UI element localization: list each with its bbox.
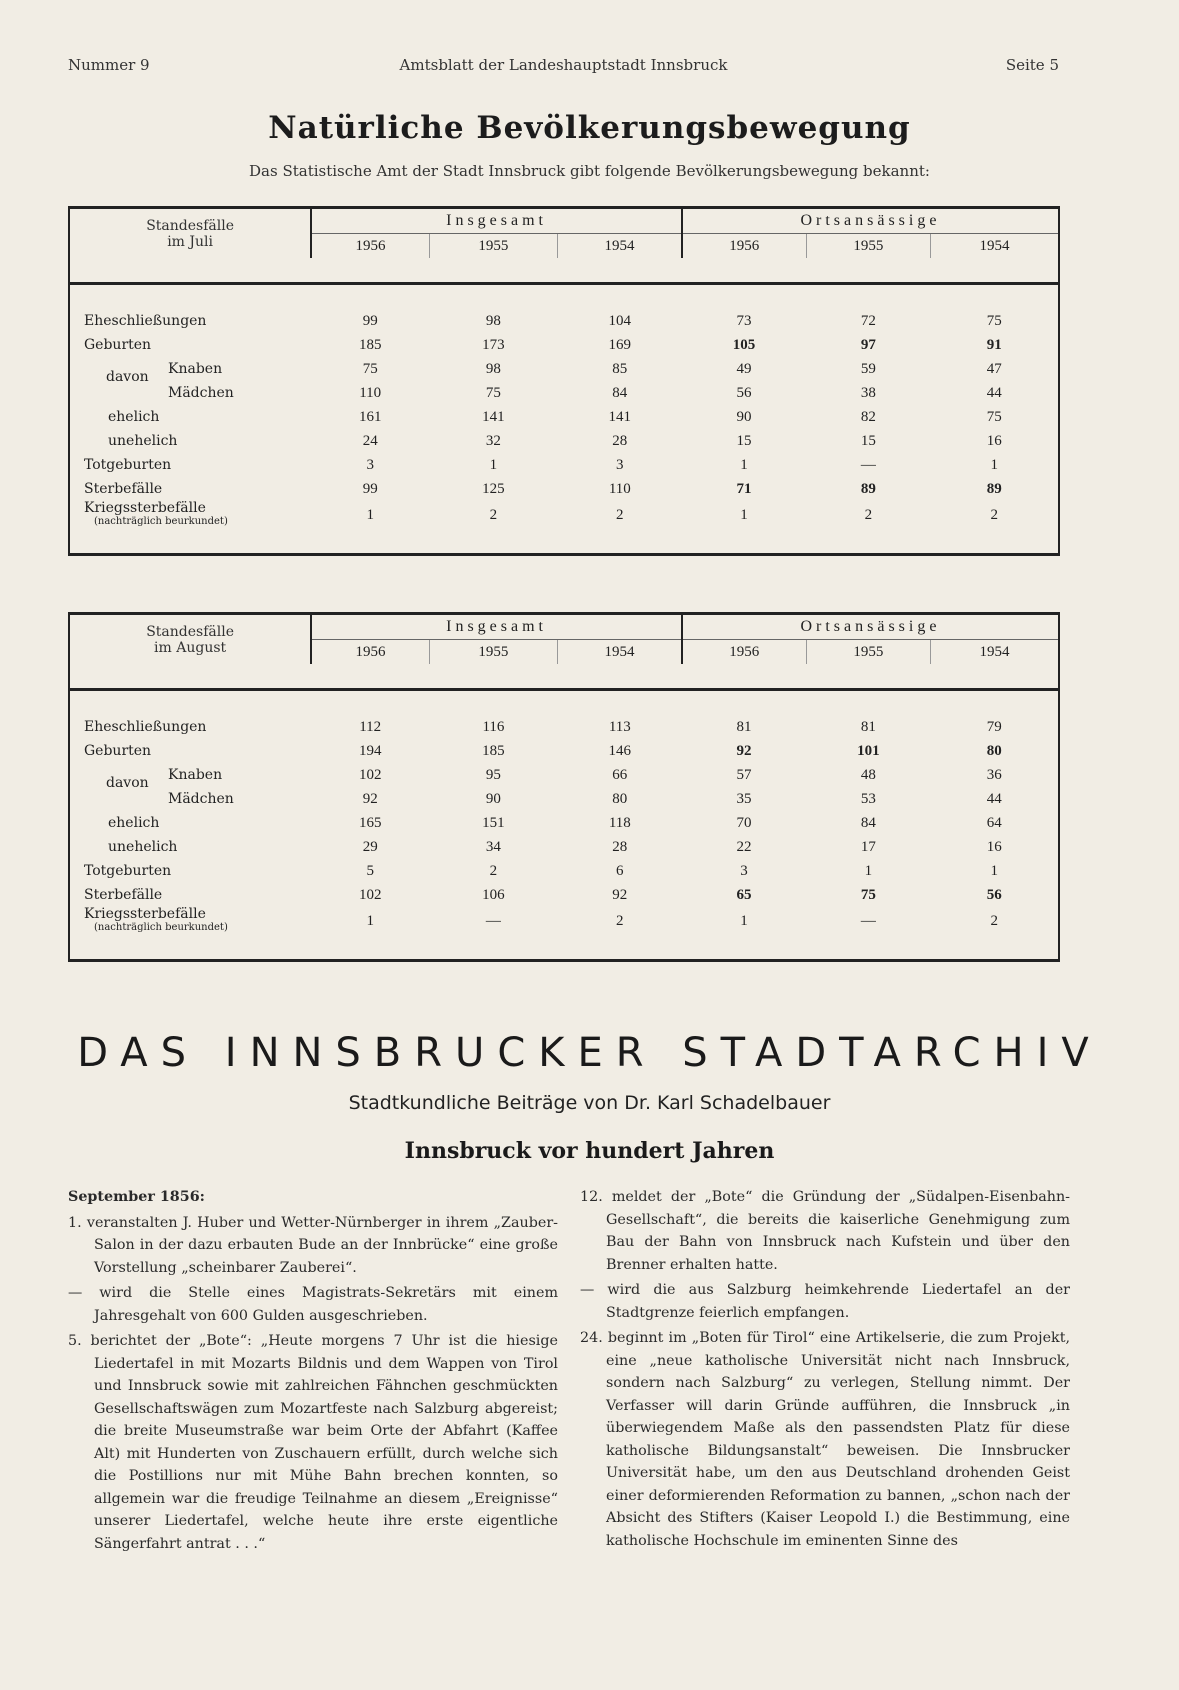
table-row [69, 883, 1059, 907]
year-header: 1955 [429, 640, 557, 665]
table-cell: 81 [860, 718, 876, 735]
row-label-header: Standesfälle im August [146, 623, 234, 656]
table-cell: 146 [608, 742, 632, 759]
table-cell: 65 [736, 886, 752, 903]
table-cell: 84 [860, 814, 876, 831]
month-heading: September 1856: [68, 1189, 205, 1205]
year-header: 1956 [311, 640, 429, 665]
table-cell: 22 [736, 838, 752, 855]
year-header: 1955 [429, 234, 557, 259]
table-row [69, 501, 1059, 529]
table-cell: 57 [736, 766, 752, 783]
table-cell: 98 [485, 312, 501, 329]
row-label: Mädchen [168, 791, 234, 807]
row-label: Sterbefälle [84, 481, 163, 497]
table-cell: 3 [616, 456, 624, 473]
year-header: 1956 [682, 234, 806, 259]
table-cell: 2 [616, 912, 624, 929]
archive-subtitle: Stadtkundliche Beiträge von Dr. Karl Schadelbauer [348, 1092, 831, 1114]
table-cell: 5 [366, 862, 374, 879]
table-cell: 15 [860, 432, 876, 449]
statistics-table-august [68, 612, 1060, 962]
table-cell: 1 [489, 456, 498, 473]
table-row [69, 763, 1059, 787]
group-header-total: Insgesamt [311, 208, 682, 234]
table-cell: 36 [986, 766, 1002, 783]
table-cell: 32 [485, 432, 501, 449]
statistics-table-july [68, 206, 1060, 556]
table-cell: 151 [482, 814, 505, 831]
table-cell: 2 [864, 506, 873, 523]
row-label: ehelich [108, 409, 160, 425]
row-label: Kriegssterbefälle (nachträglich beurkundet) [84, 500, 228, 527]
table-cell: 90 [485, 790, 501, 807]
table-row [69, 429, 1059, 453]
table-cell: 91 [986, 336, 1002, 353]
table-cell: 1 [990, 456, 998, 473]
table-cell: 99 [362, 480, 378, 497]
table-cell: 92 [362, 790, 378, 807]
table-row [69, 739, 1059, 763]
publication-name: Amtsblatt der Landeshauptstadt Innsbruck [399, 56, 728, 74]
table-cell: 110 [359, 384, 382, 401]
table-cell: 185 [358, 336, 382, 353]
table-cell: 70 [736, 814, 752, 831]
table-cell: 49 [736, 360, 752, 377]
table-cell: 169 [608, 336, 632, 353]
chronicle-entry: 12. meldet der „Bote“ die Gründung der „Südalpen-Eisenbahn-Gesellschaft“, die bereits die kaiserliche Genehmigung zum Bau der Bahn von Innsbruck nach Kufstein und über den Brenner erhalten hatte. [580, 1189, 1070, 1273]
year-header: 1954 [558, 640, 682, 665]
table-cell: 125 [482, 480, 505, 497]
table-row [69, 835, 1059, 859]
table-row [69, 715, 1059, 739]
table-cell: 34 [485, 838, 501, 855]
row-label-header: Standesfälle im Juli [146, 217, 234, 250]
table-cell: 1 [990, 862, 998, 879]
row-label: unehelich [108, 433, 178, 449]
table-cell: 141 [482, 408, 505, 425]
table-cell: 95 [485, 766, 501, 783]
table-cell: — [860, 456, 876, 473]
chronicle-entry: 24. beginnt im „Boten für Tirol“ eine Artikelserie, die zum Projekt, eine „neue katholische Universität nicht nach Innsbruck, sondern nach Salzburg“ zu verlegen, Stellung nimmt. Der Verfasser will darin Gründe aufführen, die Innsbruck „in überwiegendem Maße als den passendsten Platz für diese katholische Bildungsanstalt“ beweisen. Die Innsbrucker Universität habe, um den aus Deutschland drohenden Geist einer deformierenden Reformation zu bannen, „schon nach der Absicht des Stifters (Kaiser Leopold I.) die Bestimmung, eine katholische Hochschule im eminenten Sinne des [580, 1330, 1070, 1549]
group-header-residents: Ortsansässige [682, 208, 1059, 234]
table-cell: 113 [608, 718, 631, 735]
row-label: Eheschließungen [84, 719, 207, 735]
table-row [69, 405, 1059, 429]
row-label: unehelich [108, 839, 178, 855]
table-cell: 59 [860, 360, 876, 377]
archive-banner: DAS INNSBRUCKER STADTARCHIV [77, 1030, 1102, 1076]
table-cell: 89 [986, 480, 1002, 497]
table-cell: 85 [612, 360, 628, 377]
table-cell: 2 [489, 862, 498, 879]
row-label: davon Knaben [106, 361, 223, 385]
table-cell: 118 [608, 814, 631, 831]
table-cell: 56 [986, 886, 1002, 903]
table-cell: 165 [358, 814, 382, 831]
table-cell: 75 [485, 384, 501, 401]
table-cell: 47 [986, 360, 1002, 377]
table-cell: 2 [489, 506, 498, 523]
table-cell: 80 [986, 742, 1002, 759]
year-header: 1954 [930, 234, 1059, 259]
row-label: davon Knaben [106, 767, 223, 791]
table-cell: 17 [860, 838, 876, 855]
table-cell: 2 [990, 912, 998, 929]
table-cell: 97 [860, 336, 876, 353]
table-cell: 102 [358, 886, 382, 903]
row-label: Totgeburten [84, 863, 172, 879]
table-cell: 2 [990, 506, 998, 523]
table-cell: 161 [358, 408, 382, 425]
group-header-total: Insgesamt [311, 614, 682, 640]
row-label: ehelich [108, 815, 160, 831]
table-cell: 16 [986, 838, 1002, 855]
table-cell: 79 [986, 718, 1002, 735]
table-cell: 73 [736, 312, 752, 329]
table-cell: 104 [608, 312, 632, 329]
table-cell: 92 [736, 742, 752, 759]
table-cell: 185 [482, 742, 505, 759]
table-cell: 105 [732, 336, 756, 353]
table-cell: 53 [860, 790, 876, 807]
table-cell: 194 [358, 742, 382, 759]
table-cell: 92 [612, 886, 628, 903]
left-column [68, 1186, 558, 1558]
table-cell: 2 [616, 506, 624, 523]
table-cell: — [860, 912, 876, 929]
table-cell: 1 [864, 862, 873, 879]
year-header: 1956 [682, 640, 806, 665]
table-cell: 80 [612, 790, 628, 807]
table-cell: 116 [482, 718, 505, 735]
page-header [68, 56, 1059, 76]
row-label: Sterbefälle [84, 887, 163, 903]
table-cell: 141 [608, 408, 632, 425]
row-label: Totgeburten [84, 457, 172, 473]
table-cell: 106 [482, 886, 505, 903]
section-title: Innsbruck vor hundert Jahren [404, 1138, 775, 1164]
table-cell: 38 [860, 384, 876, 401]
year-header: 1956 [311, 234, 429, 259]
row-label: Geburten [84, 337, 152, 353]
year-header: 1955 [806, 640, 930, 665]
table-cell: 75 [986, 312, 1002, 329]
table-cell: 75 [362, 360, 378, 377]
table-cell: 29 [362, 838, 378, 855]
table-cell: 48 [860, 766, 876, 783]
table-cell: 1 [740, 912, 748, 929]
chronicle-entry: — wird die Stelle eines Magistrats-Sekretärs mit einem Jahresgehalt von 600 Gulden ausgeschrieben. [68, 1285, 558, 1324]
row-label: Mädchen [168, 385, 234, 401]
table-cell: 89 [860, 480, 876, 497]
table-cell: 90 [736, 408, 752, 425]
table-cell: 24 [362, 432, 378, 449]
table-cell: 56 [736, 384, 752, 401]
year-header: 1955 [806, 234, 930, 259]
chronicle-entry: — wird die aus Salzburg heimkehrende Liedertafel an der Stadtgrenze feierlich empfangen. [580, 1282, 1070, 1321]
table-cell: 110 [608, 480, 631, 497]
table-row [69, 787, 1059, 811]
table-row [69, 811, 1059, 835]
table-row [69, 357, 1059, 381]
table-row [69, 309, 1059, 333]
table-cell: 28 [612, 838, 628, 855]
page-title: Natürliche Bevölkerungsbewegung [268, 110, 911, 146]
table-cell: 173 [482, 336, 505, 353]
table-cell: 44 [986, 384, 1002, 401]
table-row [69, 859, 1059, 883]
table-cell: 64 [986, 814, 1002, 831]
table-cell: 82 [860, 408, 876, 425]
table-cell: 75 [860, 886, 876, 903]
row-label: Eheschließungen [84, 313, 207, 329]
table-row [69, 381, 1059, 405]
table-cell: 1 [366, 506, 374, 523]
table-cell: 28 [612, 432, 628, 449]
chronicle-entry: 5. berichtet der „Bote“: „Heute morgens 7 Uhr ist die hiesige Liedertafel in mit Mozarts Bildnis und dem Wappen von Tirol und Innsbruck sowie mit zahlreichen Fähnchen geschmückten Gesellschaftswägen zum Mozartfeste nach Salzburg abgereist; die breite Museumstraße war beim Orte der Abfahrt (Kaffee Alt) mit Hunderten von Zuschauern erfüllt, durch welche sich die Postillions nur mit Mühe Bahn brechen konnten, so allgemein war die freudige Teilnahme an diesem „Ereignisse“ unserer Liedertafel, welche heute ihre erste eigentliche Sängerfahrt antrat . . .“ [68, 1333, 558, 1552]
table-cell: 99 [362, 312, 378, 329]
table-cell: — [485, 912, 501, 929]
table-cell: 1 [740, 456, 748, 473]
right-column [580, 1186, 1070, 1555]
table-row [69, 477, 1059, 501]
table-cell: 3 [740, 862, 748, 879]
table-cell: 35 [736, 790, 752, 807]
table-cell: 101 [857, 742, 880, 759]
page-number: Seite 5 [1005, 56, 1059, 74]
table-cell: 102 [358, 766, 382, 783]
table-cell: 84 [612, 384, 628, 401]
table-row [69, 333, 1059, 357]
table-cell: 1 [366, 912, 374, 929]
table-cell: 112 [359, 718, 382, 735]
row-label: Geburten [84, 743, 152, 759]
table-cell: 44 [986, 790, 1002, 807]
chronicle-entry: 1. veranstalten J. Huber und Wetter-Nürnberger in ihrem „Zauber-Salon in der dazu erbauten Bude an der Innbrücke“ eine große Vorstellung „scheinbarer Zauberei“. [68, 1214, 558, 1276]
table-cell: 75 [986, 408, 1002, 425]
table-cell: 72 [860, 312, 876, 329]
table-cell: 16 [986, 432, 1002, 449]
table-row [69, 453, 1059, 477]
table-cell: 3 [366, 456, 374, 473]
issue-number: Nummer 9 [68, 56, 150, 74]
table-cell: 66 [612, 766, 628, 783]
table-cell: 1 [740, 506, 748, 523]
year-header: 1954 [930, 640, 1059, 665]
table-cell: 98 [485, 360, 501, 377]
table-cell: 81 [736, 718, 752, 735]
intro-text: Das Statistische Amt der Stadt Innsbruck gibt folgende Bevölkerungsbewegung bekannt: [249, 162, 930, 180]
table-cell: 15 [736, 432, 752, 449]
group-header-residents: Ortsansässige [682, 614, 1059, 640]
table-row [69, 907, 1059, 935]
row-label: Kriegssterbefälle (nachträglich beurkundet) [84, 906, 228, 933]
year-header: 1954 [558, 234, 682, 259]
table-cell: 71 [736, 480, 752, 497]
table-cell: 6 [616, 862, 624, 879]
